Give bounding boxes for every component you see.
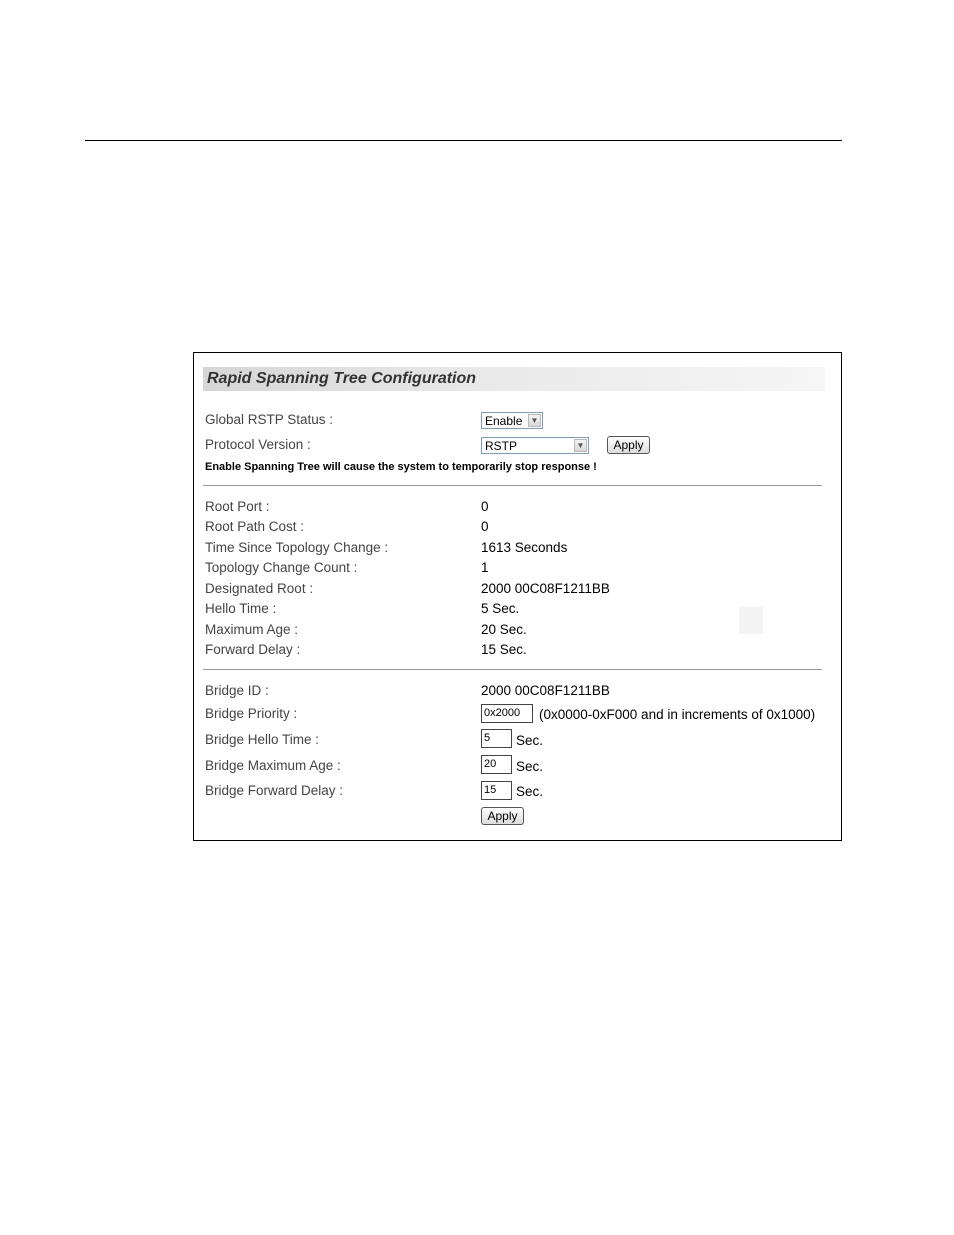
hello-time-value: 5 Sec. xyxy=(481,601,520,616)
root-port-value: 0 xyxy=(481,499,489,514)
root-path-cost-value: 0 xyxy=(481,519,489,534)
designated-root-value: 2000 00C08F1211BB xyxy=(481,581,610,596)
protocol-version-label: Protocol Version : xyxy=(205,437,311,452)
bridge-priority-label: Bridge Priority : xyxy=(205,706,298,721)
time-since-topology-change-label: Time Since Topology Change : xyxy=(205,540,389,555)
chevron-down-icon: ▼ xyxy=(574,439,587,452)
warning-message: Enable Spanning Tree will cause the system to temporarily stop response ! xyxy=(205,461,597,473)
global-apply-button[interactable]: Apply xyxy=(607,436,650,454)
forward-delay-label: Forward Delay : xyxy=(205,642,301,657)
hello-time-label: Hello Time : xyxy=(205,601,277,616)
chevron-down-icon: ▼ xyxy=(528,414,541,427)
bridge-forward-delay-label: Bridge Forward Delay : xyxy=(205,783,344,798)
bridge-forward-delay-input[interactable]: 15 xyxy=(481,781,512,800)
forward-delay-value: 15 Sec. xyxy=(481,642,527,657)
bridge-maximum-age-unit: Sec. xyxy=(516,759,544,774)
global-rstp-status-label: Global RSTP Status : xyxy=(205,412,334,427)
protocol-version-select[interactable] xyxy=(481,437,589,454)
bridge-maximum-age-label: Bridge Maximum Age : xyxy=(205,758,341,773)
root-path-cost-label: Root Path Cost : xyxy=(205,519,305,534)
maximum-age-value: 20 Sec. xyxy=(481,622,527,637)
divider xyxy=(203,669,822,670)
background-artifact xyxy=(739,607,763,634)
divider xyxy=(203,485,822,486)
bridge-id-label: Bridge ID : xyxy=(205,683,269,698)
protocol-version-value: RSTP xyxy=(485,439,518,453)
bridge-hello-time-label: Bridge Hello Time : xyxy=(205,732,320,747)
root-port-label: Root Port : xyxy=(205,499,270,514)
topology-change-count-label: Topology Change Count : xyxy=(205,560,358,575)
page-title: Rapid Spanning Tree Configuration xyxy=(207,370,477,387)
global-rstp-status-value: Enable xyxy=(485,414,523,428)
bridge-hello-time-input[interactable]: 5 xyxy=(481,729,512,748)
bridge-priority-input[interactable]: 0x2000 xyxy=(481,704,533,723)
designated-root-label: Designated Root : xyxy=(205,581,314,596)
topology-change-count-value: 1 xyxy=(481,560,489,575)
page-top-rule xyxy=(85,140,842,141)
bridge-forward-delay-unit: Sec. xyxy=(516,784,544,799)
bridge-maximum-age-input[interactable]: 20 xyxy=(481,755,512,774)
bridge-apply-button[interactable]: Apply xyxy=(481,807,524,825)
bridge-priority-hint: (0x0000-0xF000 and in increments of 0x1000) xyxy=(539,707,816,722)
title-bar xyxy=(203,367,825,391)
global-rstp-status-select[interactable] xyxy=(481,412,543,429)
bridge-id-value: 2000 00C08F1211BB xyxy=(481,683,610,698)
time-since-topology-change-value: 1613 Seconds xyxy=(481,540,568,555)
rstp-config-panel xyxy=(193,352,842,841)
bridge-hello-time-unit: Sec. xyxy=(516,733,544,748)
maximum-age-label: Maximum Age : xyxy=(205,622,299,637)
